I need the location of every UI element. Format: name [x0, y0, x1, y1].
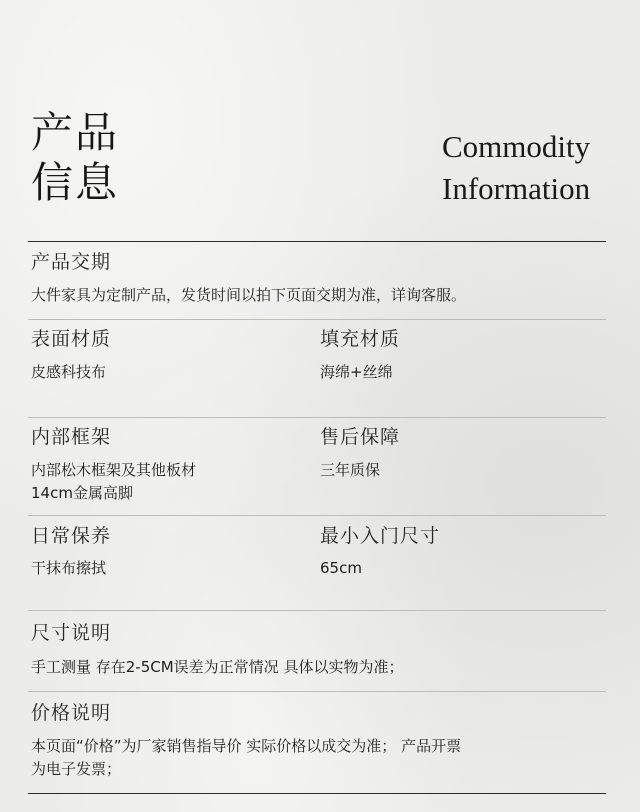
after-sales-label: 售后保障	[320, 426, 401, 448]
title-cn-line2: 信息	[31, 158, 120, 207]
header-divider	[28, 241, 606, 242]
inner-frame-value-line2: 14cm金属高脚	[31, 484, 133, 502]
inner-frame-value-line1: 内部松木框架及其他板材	[31, 461, 197, 479]
section-divider	[28, 417, 606, 418]
size-note-label: 尺寸说明	[31, 622, 112, 644]
page-title-english	[442, 126, 590, 210]
filling-material-label: 填充材质	[320, 328, 401, 350]
filling-material-value: 海绵+丝绵	[320, 363, 393, 381]
title-cn-line1: 产品	[31, 108, 120, 157]
after-sales-value: 三年质保	[320, 461, 381, 479]
surface-material-label: 表面材质	[31, 328, 112, 350]
delivery-value: 大件家具为定制产品，发货时间以拍下页面交期为准，详询客服。	[31, 286, 467, 304]
min-door-size-value: 65cm	[320, 559, 362, 577]
daily-care-value: 干抹布擦拭	[31, 559, 107, 577]
page-title-chinese	[31, 108, 119, 208]
price-note-value-line2: 为电子发票；	[31, 760, 122, 778]
section-divider	[28, 691, 606, 692]
title-en-line1: Commodity	[442, 129, 591, 164]
footer-divider	[28, 793, 606, 794]
section-divider	[28, 515, 606, 516]
inner-frame-label: 内部框架	[31, 426, 112, 448]
delivery-label: 产品交期	[31, 251, 112, 273]
section-divider	[28, 319, 606, 320]
section-divider	[28, 610, 606, 611]
min-door-size-label: 最小入门尺寸	[320, 525, 441, 547]
price-note-label: 价格说明	[31, 702, 112, 724]
title-en-line2: Information	[442, 171, 591, 206]
size-note-value: 手工测量 存在2-5CM误差为正常情况 具体以实物为准；	[31, 658, 404, 676]
surface-material-value: 皮感科技布	[31, 363, 107, 381]
price-note-value-line1: 本页面“价格”为厂家销售指导价 实际价格以成交为准； 产品开票	[31, 737, 462, 755]
daily-care-label: 日常保养	[31, 525, 112, 547]
